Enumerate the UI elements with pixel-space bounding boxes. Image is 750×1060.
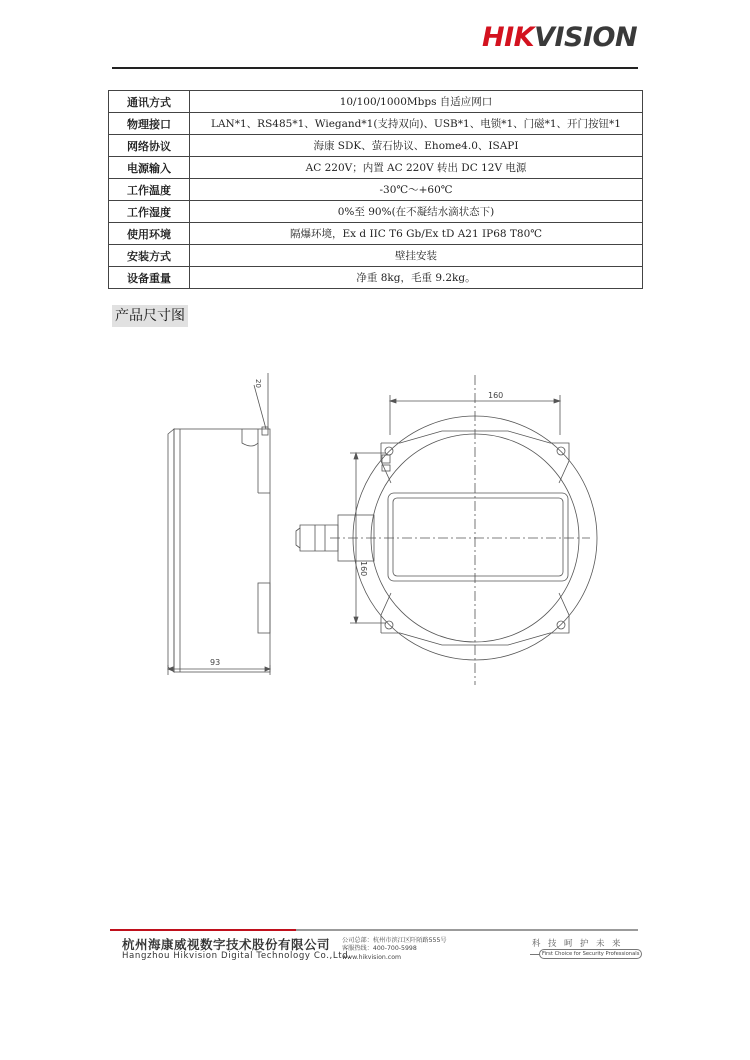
spec-value: LAN*1、RS485*1、Wiegand*1(支持双向)、USB*1、电锁*1、门磁*1、开门按钮*1: [190, 113, 643, 135]
table-row: [109, 91, 643, 113]
address-line: 公司总部：杭州市滨江区阡陌路555号: [342, 937, 447, 944]
spec-label: 工作湿度: [109, 201, 190, 223]
spec-table-body: [109, 91, 643, 289]
company-name-en: Hangzhou Hikvision Digital Technology Co.,Ltd.: [122, 951, 352, 961]
spec-value: 净重 8kg，毛重 9.2kg。: [190, 267, 643, 289]
logo-hik: HIK: [482, 22, 535, 53]
spec-label: 设备重量: [109, 267, 190, 289]
table-row: [109, 245, 643, 267]
spec-value: -30℃～+60℃: [190, 179, 643, 201]
slogan-en: First Choice for Security Professionals: [539, 949, 642, 959]
table-row: [109, 267, 643, 289]
dim-small-label: 20: [254, 379, 262, 388]
website-line: www.hikvision.com: [342, 953, 402, 961]
header-rule: [112, 67, 638, 69]
company-name-cn: 杭州海康威视数字技术股份有限公司: [122, 937, 331, 952]
spec-value: 隔爆环境，Ex d IIC T6 Gb/Ex tD A21 IP68 T80℃: [190, 223, 643, 245]
dimension-drawing: [150, 365, 600, 685]
spec-value: 0%至 90%(在不凝结水滴状态下): [190, 201, 643, 223]
footer-red-bar: [110, 929, 296, 931]
table-row: [109, 157, 643, 179]
spec-value: 壁挂安装: [190, 245, 643, 267]
table-row: [109, 135, 643, 157]
hikvision-logo: [482, 22, 642, 54]
hotline-line: 客服热线：400-700-5998: [342, 945, 417, 953]
spec-value: 海康 SDK、萤石协议、Ehome4.0、ISAPI: [190, 135, 643, 157]
side-view: [168, 373, 270, 675]
table-row: [109, 201, 643, 223]
table-row: [109, 223, 643, 245]
spec-table: [108, 90, 643, 289]
table-row: [109, 179, 643, 201]
spec-label: 物理接口: [109, 113, 190, 135]
spec-label: 网络协议: [109, 135, 190, 157]
dim-depth-label: 93: [210, 658, 221, 667]
spec-value: AC 220V；内置 AC 220V 转出 DC 12V 电源: [190, 157, 643, 179]
dim-width-label: 160: [488, 391, 504, 400]
footer-gray-bar: [296, 929, 638, 931]
spec-label: 使用环境: [109, 223, 190, 245]
logo-vision: VISION: [534, 22, 638, 53]
table-row: [109, 113, 643, 135]
spec-label: 电源输入: [109, 157, 190, 179]
spec-value: 10/100/1000Mbps 自适应网口: [190, 91, 643, 113]
spec-label: 工作温度: [109, 179, 190, 201]
dim-height-label: 160: [359, 561, 368, 577]
spec-label: 通讯方式: [109, 91, 190, 113]
spec-label: 安装方式: [109, 245, 190, 267]
section-title: 产品尺寸图: [112, 305, 188, 327]
company-address: [342, 937, 447, 962]
slogan-cn: 科技呵护未来: [532, 939, 629, 949]
front-view: [296, 375, 597, 685]
